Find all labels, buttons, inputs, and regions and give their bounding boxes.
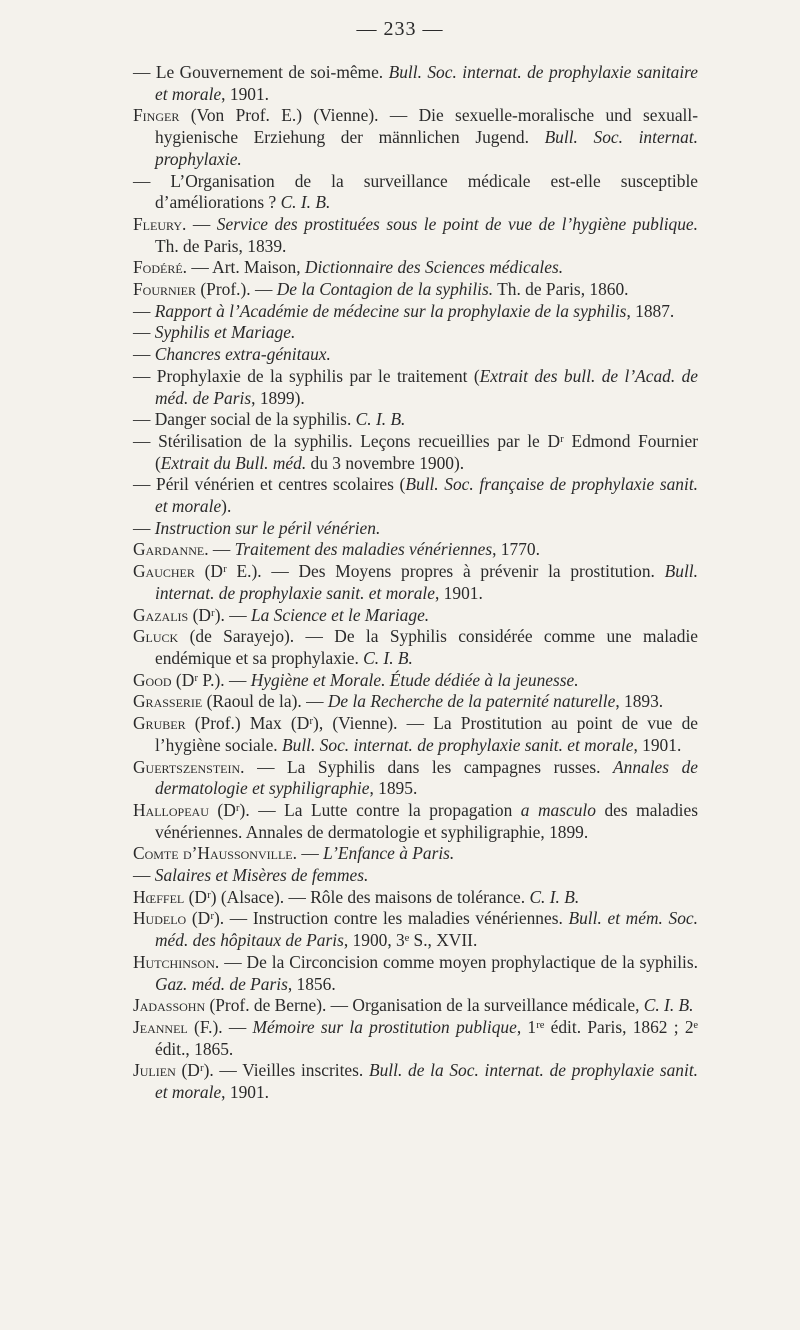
entry-title: Chancres extra-génitaux. bbox=[154, 344, 331, 365]
entry-title: Annales de dermatologie et syphiligraphie bbox=[155, 756, 698, 799]
entry-title: Bull. Soc. internat. prophylaxie. bbox=[155, 127, 698, 169]
entry-title: Bull. Soc. internat. de prophylaxie sanit. et morale bbox=[282, 734, 634, 755]
entry-author: Fodéré bbox=[133, 257, 183, 278]
bibliography-entry bbox=[133, 757, 698, 800]
entry-tail: , 1856. bbox=[287, 973, 336, 994]
entry-text: (Dʳ). — La Lutte contre la propagation bbox=[208, 799, 521, 820]
entry-title: a masculo bbox=[520, 799, 596, 820]
bibliography-entry bbox=[133, 561, 698, 604]
bibliography-entry bbox=[133, 691, 698, 713]
entry-text: . — Art. Maison, bbox=[182, 257, 305, 278]
entry-title: C. I. B. bbox=[355, 409, 406, 430]
entry-title: Bull. et mém. Soc. méd. des hôpitaux de Paris bbox=[155, 908, 698, 951]
entry-text: — bbox=[133, 300, 155, 321]
entry-title: Gaz. méd. de Paris bbox=[155, 973, 288, 994]
entry-title: Bull. de la Soc. internat. de prophylaxie sanit. et morale bbox=[155, 1060, 699, 1103]
entry-author: Gruber bbox=[133, 713, 186, 734]
entry-tail: du 3 novembre 1900). bbox=[306, 452, 465, 473]
bibliography-entry bbox=[133, 908, 698, 951]
bibliography-entry bbox=[133, 344, 698, 366]
entry-title: Syphilis et Mariage. bbox=[154, 322, 296, 343]
entry-text: (Prof.). — bbox=[196, 279, 277, 300]
entry-tail: , 1893. bbox=[615, 691, 664, 712]
bibliography-entry bbox=[133, 1017, 698, 1060]
entry-title: Service des prostituées sous le point de vue de l’hygiène publique. bbox=[216, 213, 698, 234]
entry-title: Extrait des bull. de l’Acad. de méd. de Paris bbox=[155, 365, 699, 408]
entry-text: — Prophylaxie de la syphilis par le traitement ( bbox=[133, 365, 480, 386]
entry-text: (de Sarayejo). — De la Syphilis considérée comme une maladie endémique et sa prophylaxie. bbox=[155, 626, 698, 668]
bibliography-entry bbox=[133, 843, 698, 865]
entry-tail: , 1770. bbox=[492, 539, 540, 560]
bibliography-entry bbox=[133, 713, 698, 756]
entry-text: — L’Organisation de la surveillance médicale est-elle susceptible d’améliorations ? bbox=[133, 170, 698, 213]
entry-title: Bull. Soc. internat. de prophylaxie sanitaire et morale bbox=[155, 62, 698, 104]
bibliography-entry bbox=[133, 952, 698, 995]
entry-text: — Péril vénérien et centres scolaires ( bbox=[133, 474, 406, 495]
entry-author: Gaucher bbox=[133, 561, 195, 582]
bibliography-entry bbox=[133, 605, 698, 627]
entry-author: Gluck bbox=[133, 626, 179, 647]
entry-text: — bbox=[133, 344, 155, 365]
entry-title: Bull. Soc. française de prophylaxie sanit. et morale bbox=[155, 474, 698, 517]
bibliography-entry bbox=[133, 431, 698, 474]
entry-text: — bbox=[133, 517, 155, 538]
entry-text: (Von Prof. E.) (Vienne). — Die sexuelle-moralische und sexuall-hygienische Erziehung der männlichen Jugend. bbox=[155, 105, 698, 148]
entry-text: (Dʳ). — bbox=[188, 604, 251, 625]
entry-text: — Le Gouvernement de soi-même. bbox=[133, 62, 389, 82]
bibliography-entry bbox=[133, 105, 698, 170]
bibliography-entry bbox=[133, 1060, 698, 1103]
entry-title: Traitement des maladies vénériennes bbox=[234, 539, 493, 560]
bibliography-entry bbox=[133, 539, 698, 561]
entry-author: Hallopeau bbox=[133, 799, 209, 820]
entry-tail: , 1901. bbox=[221, 83, 269, 104]
entry-text: — Danger social de la syphilis. bbox=[133, 409, 356, 430]
page-number: — 233 — bbox=[356, 18, 444, 40]
bibliography-entry bbox=[133, 62, 698, 105]
bibliography-entry bbox=[133, 171, 698, 214]
entry-text: (Dʳ P.). — bbox=[171, 669, 251, 690]
entry-title: Extrait du Bull. méd. bbox=[160, 452, 307, 473]
entry-tail: , 1901. bbox=[633, 734, 682, 755]
entry-text: (Dʳ). — Vieilles inscrites. bbox=[175, 1060, 369, 1081]
entry-author: Julien bbox=[133, 1060, 176, 1081]
entry-tail: Th. de Paris, 1860. bbox=[493, 279, 629, 300]
entry-author: Good bbox=[133, 669, 172, 690]
entry-author: Finger bbox=[133, 105, 180, 126]
entry-tail: , 1887. bbox=[626, 300, 675, 321]
bibliography-entry bbox=[133, 800, 698, 843]
entry-author: Gazalis bbox=[133, 604, 189, 625]
entry-tail: , 1901. bbox=[434, 582, 483, 603]
bibliography-entry bbox=[133, 257, 698, 279]
entry-tail: , 1900, 3ᵉ S., XVII. bbox=[343, 930, 478, 951]
entry-text: (Prof. de Berne). — Organisation de la surveillance médicale, bbox=[205, 995, 644, 1016]
entry-title: Bull. internat. de prophylaxie sanit. et morale bbox=[155, 561, 698, 603]
bibliography-entry bbox=[133, 518, 698, 540]
bibliography-entry bbox=[133, 865, 698, 887]
entry-text: (Dʳ) (Alsace). — Rôle des maisons de tolérance. bbox=[184, 886, 530, 907]
entry-text: . — De la Circoncision comme moyen prophylactique de la syphilis. bbox=[214, 951, 698, 972]
bibliography-entry bbox=[133, 474, 698, 517]
bibliography-entry bbox=[133, 301, 698, 323]
entry-tail: Th. de Paris, 1839. bbox=[155, 235, 287, 256]
bibliography-entry bbox=[133, 322, 698, 344]
entry-text: (Raoul de la). — bbox=[202, 691, 328, 712]
entry-author: Hœffel bbox=[133, 886, 185, 907]
entry-title: De la Contagion de la syphilis. bbox=[276, 279, 494, 300]
entry-title: C. I. B. bbox=[643, 995, 694, 1016]
entry-text: . — La Syphilis dans les campagnes russes. bbox=[240, 756, 613, 777]
entry-tail: des maladies vénériennes. Annales de dermatologie et syphiligraphie, 1899. bbox=[155, 799, 698, 842]
entry-tail: , 1ʳᵉ édit. Paris, 1862 ; 2ᵉ édit., 1865. bbox=[155, 1016, 698, 1059]
entry-author: Grasserie bbox=[133, 691, 203, 712]
entry-author: Comte d’Haussonville bbox=[133, 843, 293, 864]
entry-text: — Stérilisation de la syphilis. Leçons recueillies par le Dʳ Edmond Fournier ( bbox=[133, 430, 698, 473]
bibliography-entry bbox=[133, 409, 698, 431]
bibliography-entry bbox=[133, 214, 698, 257]
bibliography-entry bbox=[133, 279, 698, 301]
entry-title: De la Recherche de la paternité naturelle bbox=[327, 691, 616, 712]
entry-text: (Dʳ). — Instruction contre les maladies vénériennes. bbox=[186, 908, 569, 929]
entry-text: . — bbox=[292, 843, 324, 864]
entry-tail: , 1899). bbox=[251, 387, 305, 408]
entry-title: Salaires et Misères de femmes. bbox=[154, 865, 369, 886]
entry-author: Fournier bbox=[133, 279, 197, 300]
entry-title: C. I. B. bbox=[529, 886, 580, 907]
entry-author: Fleury bbox=[133, 213, 183, 234]
entry-title: Mémoire sur la prostitution publique bbox=[252, 1016, 517, 1037]
entry-title: C. I. B. bbox=[363, 647, 413, 668]
entry-text: — bbox=[133, 865, 155, 886]
entry-tail: , 1895. bbox=[369, 778, 418, 799]
entry-author: Gardanne bbox=[133, 539, 205, 560]
entry-author: Hutchinson bbox=[133, 951, 215, 972]
entry-title: Instruction sur le péril vénérien. bbox=[154, 517, 381, 538]
entry-text: . — bbox=[182, 213, 217, 234]
entry-title: Rapport à l’Académie de médecine sur la prophylaxie de la syphilis bbox=[154, 300, 627, 321]
entry-tail: ). bbox=[221, 496, 232, 517]
entry-author: Jeannel bbox=[133, 1016, 188, 1037]
bibliography-entry bbox=[133, 887, 698, 909]
entry-title: L’Enfance à Paris. bbox=[323, 843, 455, 864]
bibliography-entry bbox=[133, 670, 698, 692]
entry-text: (Prof.) Max (Dʳ), (Vienne). — La Prostitution au point de vue de l’hygiène sociale. bbox=[155, 713, 698, 755]
bibliography-list bbox=[133, 62, 698, 1104]
entry-title: La Science et le Mariage. bbox=[250, 604, 430, 625]
entry-text: — bbox=[133, 322, 155, 343]
entry-text: (Dʳ E.). — Des Moyens propres à prévenir la prostitution. bbox=[194, 561, 665, 582]
entry-title: Hygiène et Morale. Étude dédiée à la jeunesse. bbox=[250, 669, 579, 690]
entry-text: (F.). — bbox=[187, 1016, 253, 1037]
entry-title: Dictionnaire des Sciences médicales. bbox=[304, 257, 564, 278]
entry-tail: , 1901. bbox=[221, 1082, 269, 1103]
entry-author: Jadassohn bbox=[133, 995, 206, 1016]
entry-title: C. I. B. bbox=[280, 192, 331, 213]
bibliography-entry bbox=[133, 995, 698, 1017]
entry-author: Guertszenstein bbox=[133, 756, 241, 777]
bibliography-entry bbox=[133, 366, 698, 409]
bibliography-entry bbox=[133, 626, 698, 669]
entry-text: . — bbox=[204, 539, 235, 560]
entry-author: Hudelo bbox=[133, 908, 187, 929]
